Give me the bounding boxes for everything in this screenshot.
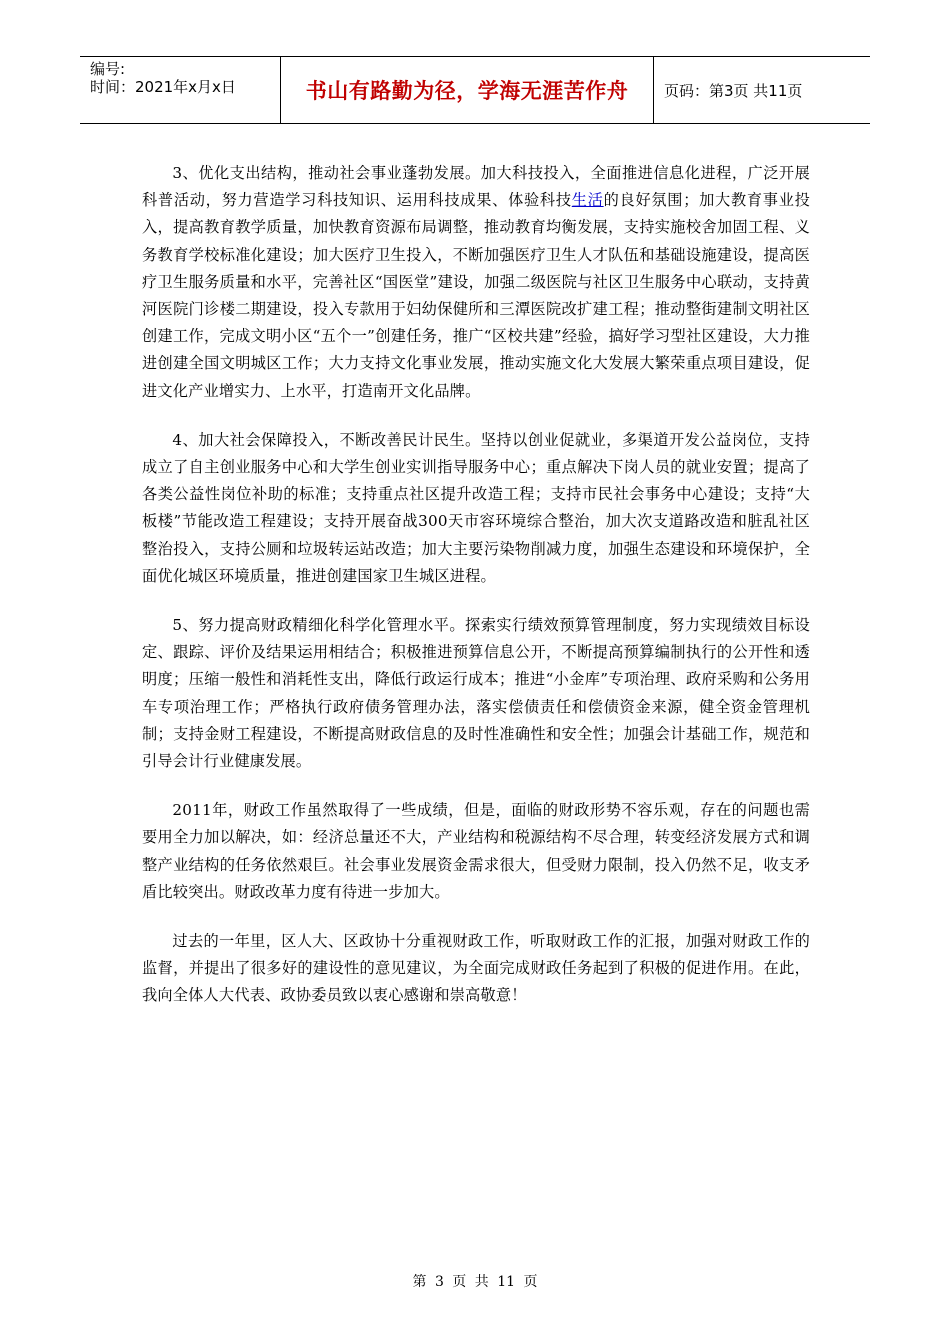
page-header [80,56,870,124]
page-footer: 第 3 页 共 11 页 [412,1274,538,1290]
paragraph-2: 4、加大社会保障投入，不断改善民计民生。坚持以创业促就业，多渠道开发公益岗位，支持成立了自主创业服务中心和大学生创业实训指导服务中心；重点解决下岗人员的就业安置；提高了各类公益性岗位补助的标准；支持重点社区提升改造工程；支持市民社会事务中心建设；支持“大板楼”节能改造工程建设；支持开展奋战300天市容环境综合整治，加大次支道路改造和脏乱社区整治投入，支持公厕和垃圾转运站改造；加大主要污染物削减力度，加强生态建设和环境保护，全面优化城区环境质量，推进创建国家卫生城区进程。 [142,430,810,585]
header-meta [80,57,281,123]
paragraph-4: 2011年，财政工作虽然取得了一些成绩，但是，面临的财政形势不容乐观，存在的问题也需要用全力加以解决，如：经济总量还不大，产业结构和税源结构不尽合理，转变经济发展方式和调整产业结构的任务依然艰巨。社会事业发展资金需求很大，但受财力限制，投入仍然不足，收支矛盾比较突出。财政改革力度有待进一步加大。 [142,801,810,901]
paragraph-5: 过去的一年里，区人大、区政协十分重视财政工作，听取财政工作的汇报，加强对财政工作的监督，并提出了很多好的建设性的意见建议，为全面完成财政任务起到了积极的促进作用。在此，我向全体人大代表、政协委员致以衷心感谢和崇高敬意！ [142,932,810,1005]
paragraph-1-text-after: 的良好氛围；加大教育事业投入，提高教育教学质量，加快教育资源布局调整，推动教育均衡发展，支持实施校舍加固工程、义务教育学校标准化建设；加大医疗卫生投入，不断加强医疗卫生人才队伍和基础设施建设，提高医疗卫生服务质量和水平，完善社区“国医堂”建设，加强二级医院与社区卫生服务中心联动，支持黄河医院门诊楼二期建设，投入专款用于妇幼保健所和三潭医院改扩建工程；推动整街建制文明社区创建工作，完成文明小区“五个一”创建任务，推广“区校共建”经验，搞好学习型社区建设，大力推进创建全国文明城区工作；大力支持文化事业发展，推动实施文化大发展大繁荣重点项目建设，促进文化产业增实力、上水平，打造南开文化品牌。 [142,191,810,400]
document-body [142,160,810,1032]
paragraph-3: 5、努力提高财政精细化科学化管理水平。探索实行绩效预算管理制度，努力实现绩效目标设定、跟踪、评价及结果运用相结合；积极推进预算信息公开，不断提高预算编制执行的公开性和透明度；压缩一般性和消耗性支出，降低行政运行成本；推进“小金库”专项治理、政府采购和公务用车专项治理工作；严格执行政府债务管理办法，落实偿债责任和偿债资金来源，健全资金管理机制；支持金财工程建设，不断提高财政信息的及时性准确性和安全性；加强会计基础工作，规范和引导会计行业健康发展。 [142,616,810,771]
life-link[interactable]: 生活 [571,191,604,210]
paragraph-1-text-before: 3、优化支出结构，推动社会事业蓬勃发展。加大科技投入，全面推进信息化进程，广泛开展科普活动，努力营造学习科技知识、运用科技成果、体验科技 [142,164,810,210]
paragraph-1 [142,160,810,405]
time-label: 时间：2021年x月x日 [90,78,236,96]
header-motto: 书山有路勤为径，学海无涯苦作舟 [281,57,654,123]
header-page-code: 页码：第3页 共11页 [664,81,803,100]
doc-number-label: 编号: [90,60,126,78]
